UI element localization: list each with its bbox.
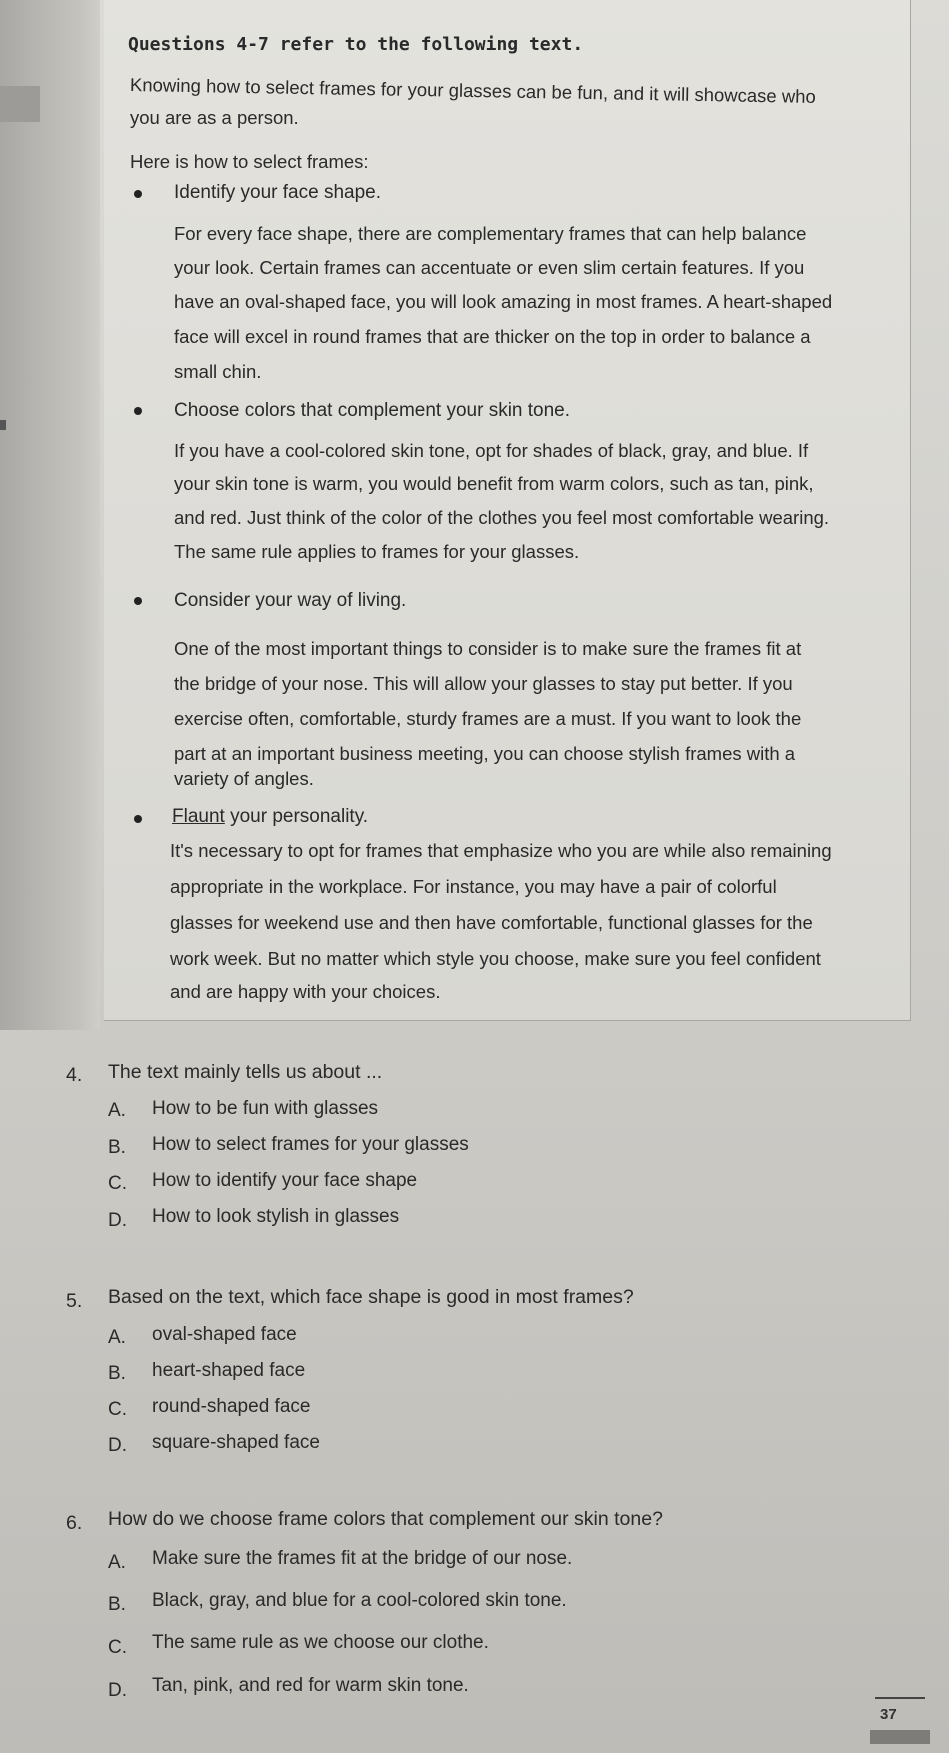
question-4-option-a[interactable]: How to be fun with glasses (152, 1098, 379, 1119)
bullet-3-dot (134, 597, 142, 605)
question-6-option-a-letter: A. (108, 1552, 126, 1573)
question-5-option-a-letter: A. (108, 1327, 126, 1348)
bullet-1-line-3: have an oval-shaped face, you will look amazing in most frames. A heart-shaped (174, 291, 833, 312)
bullet-2-line-2: your skin tone is warm, you would benefit from warm colors, such as tan, pink, (174, 473, 814, 494)
intro-line-3: Here is how to select frames: (130, 151, 369, 172)
question-6-option-b[interactable]: Black, gray, and blue for a cool-colored skin tone. (152, 1590, 567, 1611)
adjacent-page-mark (0, 420, 6, 430)
question-4-number: 4. (66, 1064, 83, 1086)
bullet-2-line-4: The same rule applies to frames for your glasses. (174, 541, 580, 562)
bullet-4-title-rest: your personality. (224, 806, 369, 827)
question-6-number: 6. (66, 1512, 83, 1534)
bullet-4-dot (134, 815, 142, 823)
page-number: 37 (880, 1706, 897, 1723)
question-4-option-d-letter: D. (108, 1210, 127, 1231)
question-5-option-c[interactable]: round-shaped face (152, 1396, 311, 1417)
question-6-option-d[interactable]: Tan, pink, and red for warm skin tone. (152, 1675, 469, 1696)
bullet-1-line-2: your look. Certain frames can accentuate or even slim certain features. If you (174, 257, 805, 278)
question-5-text: Based on the text, which face shape is good in most frames? (108, 1286, 634, 1308)
question-5-option-a[interactable]: oval-shaped face (152, 1324, 297, 1345)
bullet-3-title: Consider your way of living. (174, 590, 407, 611)
question-4-option-b[interactable]: How to select frames for your glasses (152, 1134, 469, 1155)
bullet-3-line-1: One of the most important things to consider is to make sure the frames fit at (174, 638, 802, 659)
bullet-3-line-2: the bridge of your nose. This will allow your glasses to stay put better. If you (174, 673, 793, 694)
question-6-option-b-letter: B. (108, 1594, 126, 1615)
question-5-option-d-letter: D. (108, 1435, 127, 1456)
question-4-option-c[interactable]: How to identify your face shape (152, 1170, 418, 1191)
question-4-option-d[interactable]: How to look stylish in glasses (152, 1206, 400, 1227)
intro-line-1: Knowing how to select frames for your glasses can be fun, and it will showcase who (129, 74, 816, 107)
bullet-4-line-1: It's necessary to opt for frames that emphasize who you are while also remaining (170, 840, 832, 861)
passage-heading: Questions 4-7 refer to the following text. (128, 34, 584, 55)
bullet-2-title: Choose colors that complement your skin tone. (174, 400, 571, 421)
bullet-2-line-1: If you have a cool-colored skin tone, opt for shades of black, gray, and blue. If (174, 440, 809, 461)
adjacent-page-tab (0, 86, 40, 122)
question-4-text: The text mainly tells us about ... (108, 1061, 383, 1083)
bullet-1-line-1: For every face shape, there are complementary frames that can help balance (174, 223, 807, 244)
bullet-2-line-3: and red. Just think of the color of the clothes you feel most comfortable wearing. (174, 507, 830, 528)
adjacent-page-edge (0, 0, 100, 1030)
question-6-text: How do we choose frame colors that complement our skin tone? (108, 1508, 663, 1530)
bullet-4-line-3: glasses for weekend use and then have comfortable, functional glasses for the (170, 912, 813, 933)
question-5-option-b[interactable]: heart-shaped face (152, 1360, 306, 1381)
question-5-number: 5. (66, 1290, 83, 1312)
question-5-option-c-letter: C. (108, 1399, 127, 1420)
bullet-4-title (172, 806, 368, 828)
bullet-3-line-3: exercise often, comfortable, sturdy frames are a must. If you want to look the (174, 708, 802, 729)
bullet-3-line-4: part at an important business meeting, you can choose stylish frames with a (174, 743, 796, 764)
question-6-option-c-letter: C. (108, 1637, 127, 1658)
question-4-option-c-letter: C. (108, 1173, 127, 1194)
bullet-1-dot (134, 190, 142, 198)
page-number-bar (870, 1730, 930, 1744)
question-6-option-a[interactable]: Make sure the frames fit at the bridge of our nose. (152, 1548, 573, 1569)
question-6-option-c[interactable]: The same rule as we choose our clothe. (152, 1632, 489, 1653)
question-5-option-b-letter: B. (108, 1363, 126, 1384)
intro-line-2: you are as a person. (130, 107, 299, 128)
question-4-option-b-letter: B. (108, 1137, 126, 1158)
bullet-2-dot (134, 407, 142, 415)
bullet-3-line-5: variety of angles. (174, 768, 314, 789)
bullet-4-line-4: work week. But no matter which style you choose, make sure you feel confident (170, 948, 821, 969)
bullet-1-title: Identify your face shape. (174, 182, 382, 203)
bullet-1-line-5: small chin. (174, 361, 262, 382)
question-4-option-a-letter: A. (108, 1100, 126, 1121)
question-6-option-d-letter: D. (108, 1680, 127, 1701)
question-5-option-d[interactable]: square-shaped face (152, 1432, 320, 1453)
bullet-4-line-2: appropriate in the workplace. For instance, you may have a pair of colorful (170, 876, 777, 897)
bullet-4-line-5: and are happy with your choices. (170, 981, 441, 1002)
bullet-4-title-underlined: Flaunt (172, 806, 225, 827)
bullet-1-line-4: face will excel in round frames that are thicker on the top in order to balance a (174, 326, 811, 347)
page-number-rule (875, 1697, 925, 1699)
